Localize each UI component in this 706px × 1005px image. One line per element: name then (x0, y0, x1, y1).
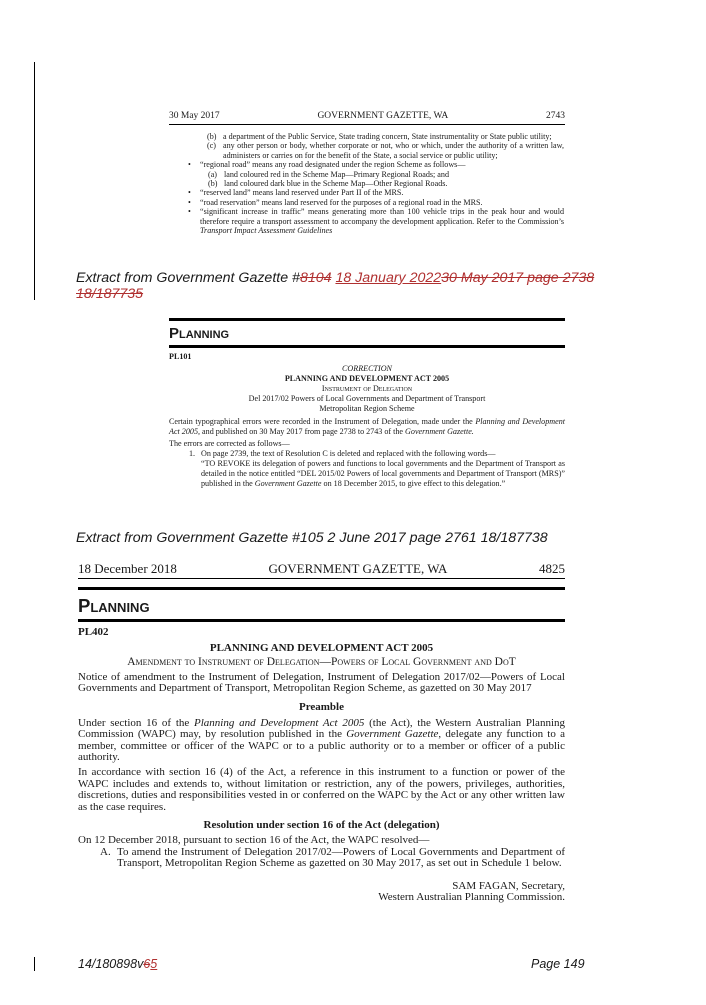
definition-item: • “road reservation” means land reserved for the purposes of a regional road in the MRS. (192, 198, 564, 207)
notice-paragraph: Certain typographical errors were recorded in the Instrument of Delegation, made under the Planning and Development Act 2005, and published on 30 May 2017 from page 2738 to 2743 of the Government Gazette. (169, 416, 566, 436)
gazette2-date: 18 December 2018 (78, 561, 177, 576)
change-bar-bottom (34, 957, 35, 971)
notice-pl402 (78, 627, 565, 904)
planning2-rule-bottom (78, 619, 565, 622)
act-title: PLANNING AND DEVELOPMENT ACT 2005 (284, 374, 450, 384)
definition-list (182, 160, 564, 235)
gazette2-title: GOVERNMENT GAZETTE, WA (268, 561, 448, 576)
deleted-text: 30 May 2017 page 2738 18/187735 (76, 270, 595, 302)
gazette2-header (78, 561, 565, 577)
preamble-paragraph-1: Under section 16 of the Planning and Development Act 2005 (the Act), the Western Australian Planning Commission (WAPC) may, by resolution published in the Government Gazette, delegate any function to a member, committee or officer of the WAPC or to a public authority or to a member or officer of a public authority. (78, 716, 566, 764)
correction-label: CORRECTION (342, 364, 392, 374)
deleted-text: 6 (143, 957, 151, 971)
gazette1-page-number: 2743 (546, 111, 565, 121)
planning2-rule-top (78, 587, 565, 590)
signature-org: Western Australian Planning Commission. (378, 891, 565, 904)
notice-code: PL101 (169, 352, 192, 361)
planning-rule-top (169, 318, 565, 321)
signature-name: SAM FAGAN, Secretary, (452, 879, 565, 892)
resolution-heading: Resolution under section 16 of the Act (delegation) (203, 819, 440, 832)
definition-sub-item: (c) any other person or body, whether corporate or not, who or which, under the authority of a written law, administers or carries on for the benefit of the State, a social service or public utility; (207, 141, 564, 160)
deleted-text: 8104 (299, 270, 332, 286)
resolved-line: On 12 December 2018, pursuant to section 16 of the Act, the WAPC resolved— (78, 833, 430, 846)
gazette1-title: GOVERNMENT GAZETTE, WA (317, 111, 449, 121)
extract-line-1: Extract from Government Gazette #8104 18 January 202230 May 2017 page 2738 18/187735 (76, 270, 595, 302)
amendment-title: Amendment to Instrument of Delegation—Powers of Local Government and DoT (127, 656, 516, 669)
extract-line-2: Extract from Government Gazette #105 2 June 2017 page 2761 18/187738 (76, 530, 548, 546)
planning-heading: Planning (169, 325, 230, 342)
definition-item: • “significant increase in traffic” means generating more than 100 vehicle trips in the peak hour and would therefore require a transport assessment to accompany the development application. Refer to the Commission’s Transport Impact Assessment Guidelines (192, 207, 564, 235)
errors-line: The errors are corrected as follows— (169, 438, 290, 448)
gazette1-date: 30 May 2017 (169, 111, 220, 121)
preamble-heading: Preamble (298, 700, 344, 713)
planning2-heading: Planning (78, 595, 150, 616)
resolution-item: A. To amend the Instrument of Delegation 2017/02—Powers of Local Governments and Department of Transport, Metropolitan Region Scheme as gazetted on 30 May 2017, as set out in Schedule 1 below. (100, 845, 565, 870)
inserted-text: 5 (150, 957, 158, 971)
instrument-title: Instrument of Delegation (321, 384, 413, 394)
correction-item: 1. On page 2739, the text of Resolution C is deleted and replaced with the following words— (189, 448, 496, 458)
definition-sub-item: (b) land coloured dark blue in the Scheme Map—Other Regional Roads. (208, 179, 448, 189)
gazette1-header (169, 111, 565, 121)
act-title: PLANNING AND DEVELOPMENT ACT 2005 (209, 641, 434, 654)
definition-item: • “regional road” means any road designated under the region Scheme as follows— (a) land coloured red in the Scheme Map—Primary Regional Roads; and (b) land coloured dark blue in the Scheme Map—Other Regional Roads. (192, 160, 564, 188)
change-bar-top (34, 62, 35, 300)
scheme-line: Metropolitan Region Scheme (319, 404, 415, 414)
gazette2-header-rule (78, 578, 565, 579)
definition-sub-item: (b) a department of the Public Service, State trading concern, State instrumentality or State public utility; (207, 132, 552, 141)
footer-page-number: Page 149 (531, 957, 585, 971)
gazette1-definitions (192, 132, 564, 235)
preamble-paragraph-2: In accordance with section 16 (4) of the Act, a reference in this instrument to a function or power of the WAPC includes and extends to, without limitation or restriction, any of the powers, privileges, authorities, discretions, duties and responsibilities vested in or conferred on the WAPC by the Act or any other written law as the case requires. (78, 765, 565, 813)
replacement-quote: “TO REVOKE its delegation of powers and functions to local governments and the Department of Transport as detailed in the notice entitled “DEL 2015/02 Powers of local governments and Department of Transport (MRS)” published in the Government Gazette on 18 December 2015, to give effect to this delegation.” (201, 458, 565, 489)
definition-item: • “reserved land” means land reserved under Part II of the MRS. (192, 188, 564, 197)
definition-sub-item: (a) land coloured red in the Scheme Map—Primary Regional Roads; and (208, 169, 449, 179)
inserted-text: 18 January 2022 (335, 270, 442, 286)
delegation-line: Del 2017/02 Powers of Local Governments and Department of Transport (248, 394, 486, 404)
gazette1-header-rule (169, 124, 565, 125)
gazette2-page-number: 4825 (539, 561, 565, 576)
planning-rule-bottom (169, 345, 565, 348)
notice-pl101 (169, 352, 565, 489)
notice-code: PL402 (78, 626, 109, 638)
footer-reference: 14/180898v65 (78, 957, 158, 971)
notice-paragraph: Notice of amendment to the Instrument of Delegation, Instrument of Delegation 2017/02—Powers of Local Governments and Department of Transport, Metropolitan Region Scheme, as gazetted on 30 May 2017 (78, 670, 565, 695)
